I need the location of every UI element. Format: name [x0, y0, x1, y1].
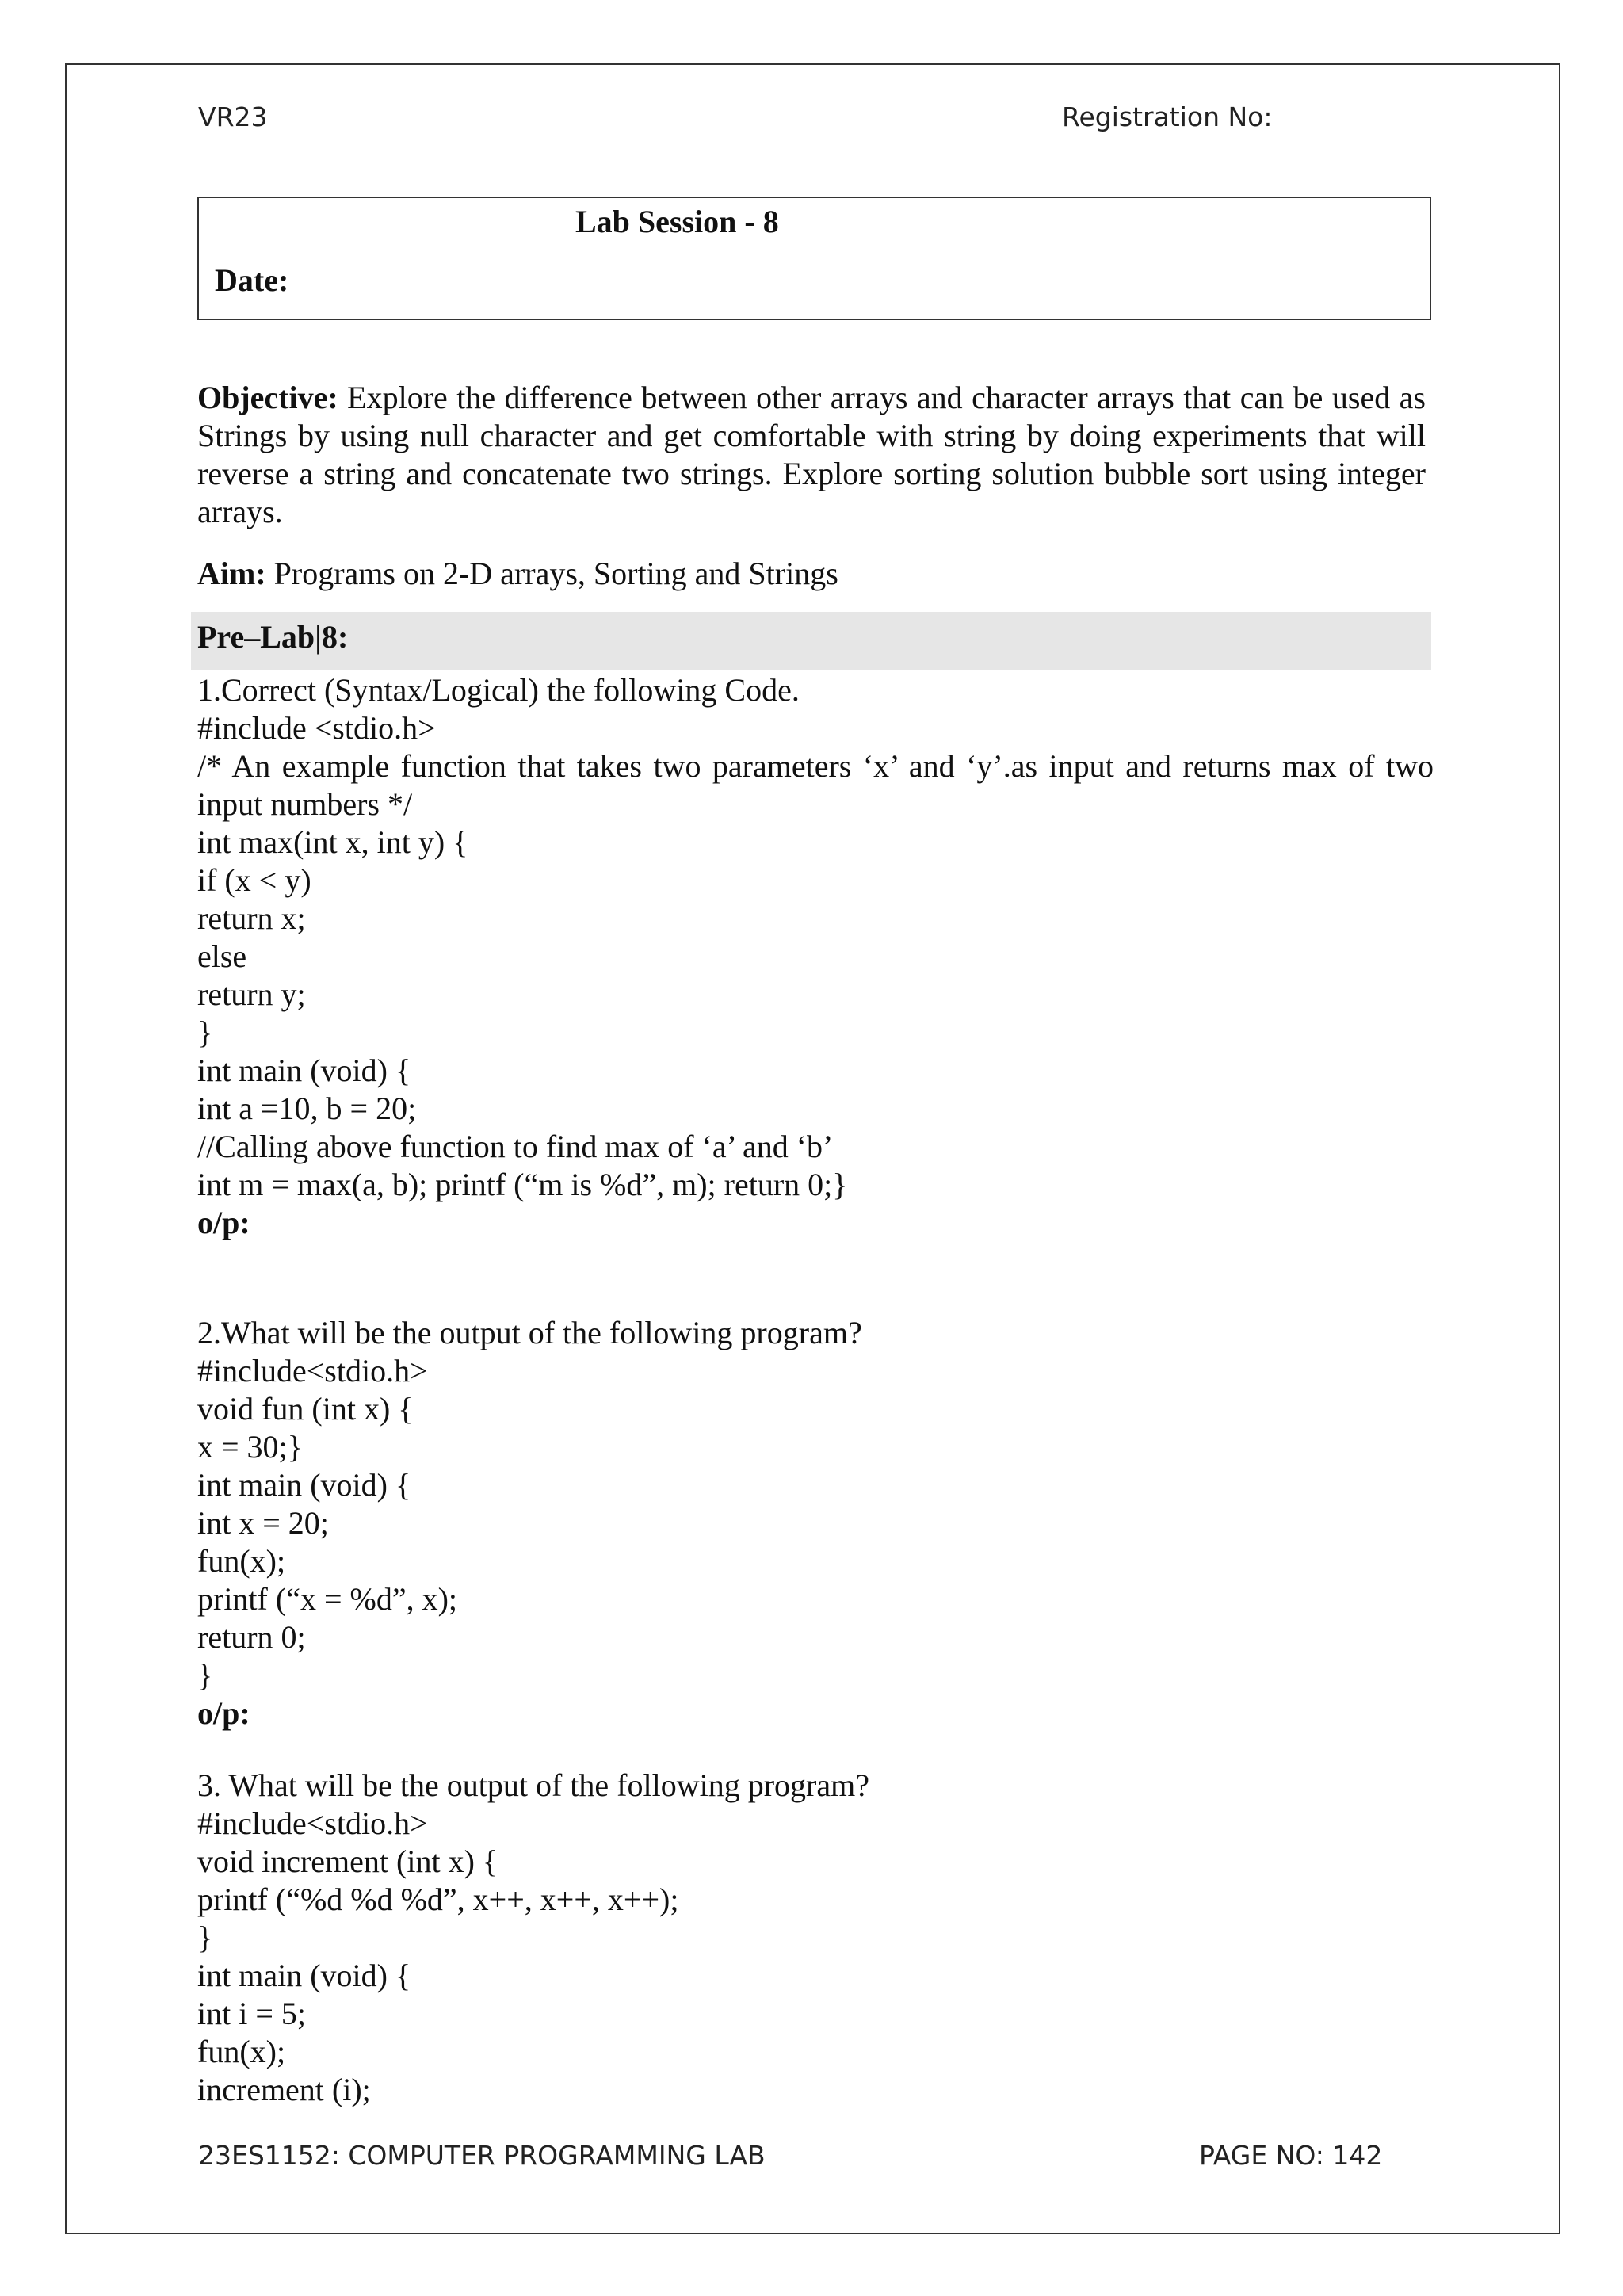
q1-line: //Calling above function to find max of ‘a’ and ‘b’ — [197, 1129, 834, 1164]
q2-line: 2.What will be the output of the following program? — [197, 1315, 862, 1350]
q2-line: return 0; — [197, 1619, 306, 1655]
q3-line: printf (“%d %d %d”, x++, x++, x++); — [197, 1881, 679, 1917]
aim-label: Aim: — [197, 556, 266, 591]
q2-line: void fun (int x) { — [197, 1391, 414, 1427]
q2-line: #include<stdio.h> — [197, 1353, 428, 1389]
q3-line: #include<stdio.h> — [197, 1805, 428, 1841]
q1-line: int max(int x, int y) { — [197, 824, 468, 860]
q1-line: int a =10, b = 20; — [197, 1091, 417, 1126]
q1-line: else — [197, 938, 247, 974]
aim-text: Programs on 2-D arrays, Sorting and Strings — [265, 556, 838, 591]
q1-line: return y; — [197, 976, 306, 1012]
q1-line: } — [197, 1014, 213, 1050]
date-label: Date: — [215, 262, 289, 298]
q1-line: int m = max(a, b); printf (“m is %d”, m); return 0;} — [197, 1167, 848, 1202]
session-title: Lab Session - 8 — [575, 204, 779, 239]
question-2 — [197, 1314, 1434, 1733]
session-box — [197, 197, 1431, 320]
q1-line: #include <stdio.h> — [197, 710, 436, 746]
header-version: VR23 — [198, 101, 268, 132]
prelab-title: Pre–Lab|8: — [197, 619, 349, 655]
q3-line: void increment (int x) { — [197, 1843, 498, 1879]
footer-course: 23ES1152: COMPUTER PROGRAMMING LAB — [198, 2140, 766, 2171]
q1-line: /* An example function that takes two parameters ‘x’ and ‘y’.as input and returns max of two input numbers */ — [197, 748, 1434, 822]
question-3 — [197, 1767, 1434, 2109]
q2-line: } — [197, 1657, 213, 1693]
objective-paragraph — [197, 379, 1426, 531]
q3-line: fun(x); — [197, 2034, 286, 2069]
q2-line: int main (void) { — [197, 1467, 411, 1503]
q2-line: printf (“x = %d”, x); — [197, 1581, 458, 1617]
objective-label: Objective: — [197, 380, 338, 415]
q3-line: increment (i); — [197, 2072, 371, 2107]
q3-line: 3. What will be the output of the following program? — [197, 1767, 869, 1803]
q3-line: int i = 5; — [197, 1996, 307, 2031]
q1-line: return x; — [197, 900, 306, 936]
q1-line: 1.Correct (Syntax/Logical) the following Code. — [197, 672, 800, 708]
header-registration: Registration No: — [1062, 101, 1273, 132]
q1-output-label: o/p: — [197, 1205, 250, 1240]
question-1 — [197, 671, 1434, 1242]
footer-page-number: PAGE NO: 142 — [1199, 2140, 1383, 2171]
q3-line: int main (void) { — [197, 1958, 411, 1993]
q2-output-label: o/p: — [197, 1695, 250, 1731]
q2-line: int x = 20; — [197, 1505, 329, 1541]
q1-line: if (x < y) — [197, 862, 311, 898]
q2-line: fun(x); — [197, 1543, 286, 1579]
q2-line: x = 30;} — [197, 1429, 303, 1465]
prelab-heading-bar — [191, 612, 1431, 670]
aim-line — [197, 555, 838, 592]
q3-line: } — [197, 1920, 213, 1955]
objective-text: Explore the difference between other arrays and character arrays that can be used as Strings by using null character and get comfortable with string by doing experiments that will reverse a string and concatenate two strings. Explore sorting solution bubble sort using integer arrays. — [197, 380, 1426, 529]
q1-line: int main (void) { — [197, 1052, 411, 1088]
